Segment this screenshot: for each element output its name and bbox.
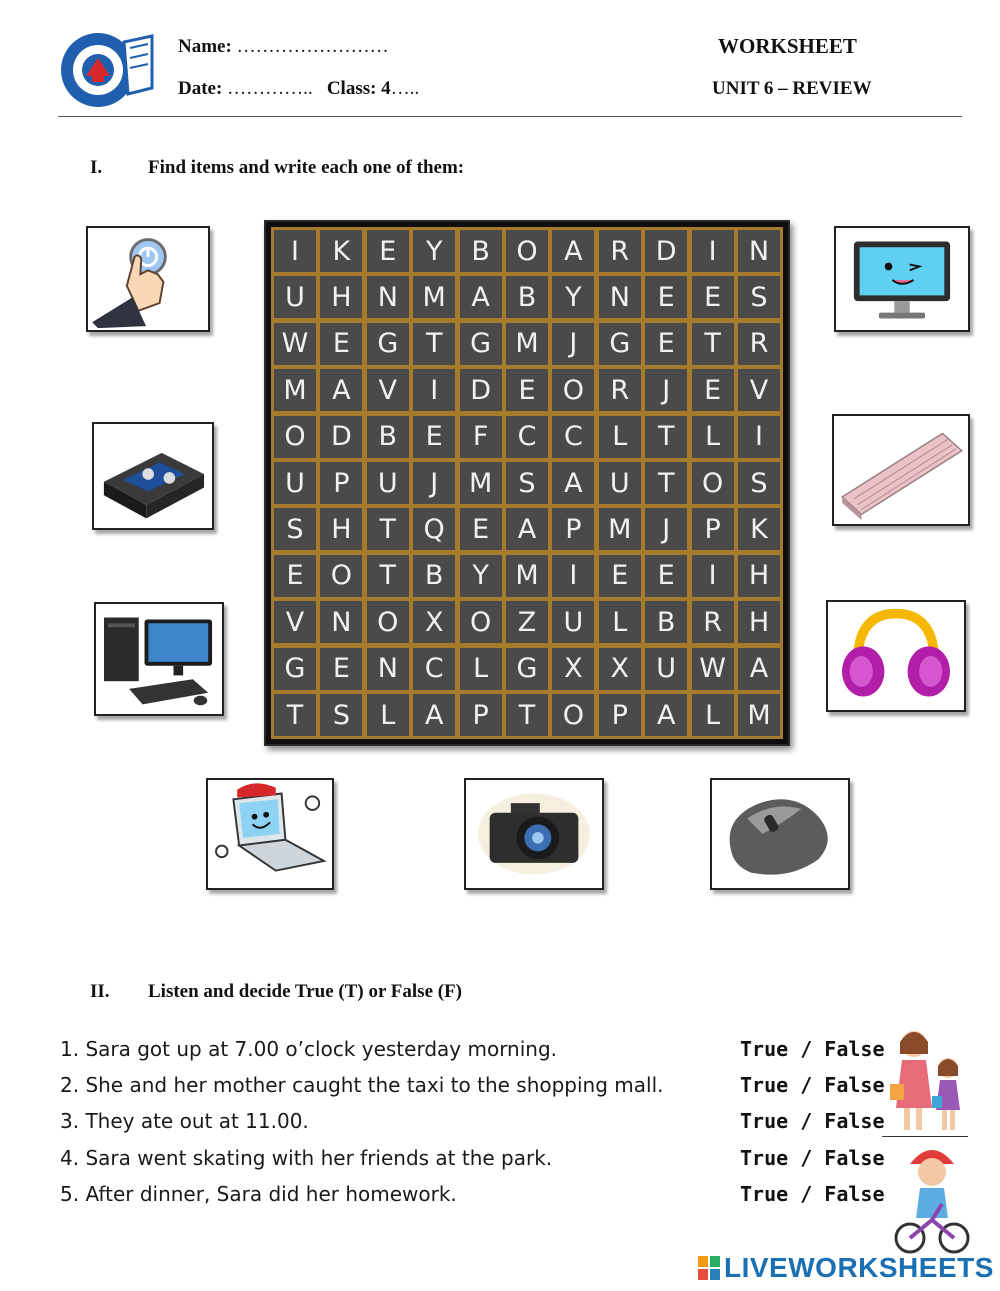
puzzle-letter-cell[interactable]: A — [506, 508, 548, 550]
puzzle-letter-cell[interactable]: I — [552, 555, 594, 597]
puzzle-letter-cell[interactable]: I — [692, 230, 734, 272]
puzzle-letter-cell[interactable]: R — [599, 369, 641, 411]
puzzle-letter-cell[interactable]: O — [367, 601, 409, 643]
puzzle-letter-cell[interactable]: M — [738, 694, 780, 736]
statement-5: 5. After dinner, Sara did her homework. — [60, 1182, 457, 1206]
puzzle-letter-cell[interactable]: M — [506, 323, 548, 365]
puzzle-letter-cell[interactable]: C — [552, 416, 594, 458]
puzzle-letter-cell[interactable]: Y — [552, 276, 594, 318]
puzzle-letter-cell[interactable]: O — [460, 601, 502, 643]
puzzle-letter-cell[interactable]: N — [599, 276, 641, 318]
puzzle-letter-cell[interactable]: K — [738, 508, 780, 550]
statement-1: 1. Sara got up at 7.00 o’clock yesterday morning. — [60, 1037, 558, 1061]
puzzle-letter-cell[interactable]: E — [320, 648, 362, 690]
puzzle-letter-cell[interactable]: V — [367, 369, 409, 411]
puzzle-letter-cell[interactable]: Q — [413, 508, 455, 550]
puzzle-letter-cell[interactable]: N — [738, 230, 780, 272]
section-1-heading: I. Find items and write each one of them: — [90, 157, 465, 178]
puzzle-letter-cell[interactable]: E — [460, 508, 502, 550]
puzzle-letter-cell[interactable]: H — [320, 508, 362, 550]
puzzle-letter-cell[interactable]: E — [599, 555, 641, 597]
puzzle-letter-cell[interactable]: B — [506, 276, 548, 318]
puzzle-letter-cell[interactable]: S — [738, 462, 780, 504]
keyboard-picture — [832, 414, 970, 526]
name-line: Name: …………………… — [178, 36, 389, 57]
liveworksheets-brand: LIVEWORKSHEETS — [724, 1252, 994, 1283]
puzzle-letter-cell[interactable]: M — [599, 508, 641, 550]
puzzle-letter-cell[interactable]: R — [738, 323, 780, 365]
puzzle-letter-cell[interactable]: P — [552, 508, 594, 550]
puzzle-letter-cell[interactable]: M — [460, 462, 502, 504]
puzzle-letter-cell[interactable]: M — [274, 369, 316, 411]
puzzle-letter-cell[interactable]: B — [460, 230, 502, 272]
puzzle-letter-cell[interactable]: E — [367, 230, 409, 272]
unit-subtitle: UNIT 6 – REVIEW — [712, 78, 872, 99]
puzzle-letter-cell[interactable]: G — [599, 323, 641, 365]
puzzle-letter-cell[interactable]: J — [645, 369, 687, 411]
puzzle-letter-cell[interactable]: C — [413, 648, 455, 690]
statement-2: 2. She and her mother caught the taxi to the shopping mall. — [60, 1073, 664, 1097]
puzzle-letter-cell[interactable]: M — [413, 276, 455, 318]
puzzle-letter-cell[interactable]: J — [645, 508, 687, 550]
puzzle-letter-cell[interactable]: S — [738, 276, 780, 318]
puzzle-letter-cell[interactable]: E — [506, 369, 548, 411]
puzzle-letter-cell[interactable]: M — [506, 555, 548, 597]
statement-3: 3. They ate out at 11.00. — [60, 1109, 309, 1133]
puzzle-letter-cell[interactable]: U — [645, 648, 687, 690]
puzzle-letter-cell[interactable]: V — [738, 369, 780, 411]
puzzle-letter-cell[interactable]: P — [320, 462, 362, 504]
puzzle-letter-cell[interactable]: I — [413, 369, 455, 411]
puzzle-letter-cell[interactable]: B — [645, 601, 687, 643]
puzzle-letter-cell[interactable]: T — [367, 555, 409, 597]
monitor-picture — [834, 226, 970, 332]
headphones-picture — [826, 600, 966, 712]
puzzle-letter-cell[interactable]: O — [506, 230, 548, 272]
true-false-choice-5[interactable]: True / False — [740, 1182, 885, 1206]
puzzle-letter-cell[interactable]: O — [552, 694, 594, 736]
liveworksheets-logo-icon — [698, 1256, 720, 1280]
puzzle-letter-cell[interactable]: R — [599, 230, 641, 272]
puzzle-letter-cell[interactable]: V — [274, 601, 316, 643]
school-logo — [58, 30, 156, 110]
puzzle-letter-cell[interactable]: X — [599, 648, 641, 690]
worksheet-title: WORKSHEET — [718, 34, 857, 58]
puzzle-letter-cell[interactable]: S — [506, 462, 548, 504]
puzzle-letter-cell[interactable]: O — [692, 462, 734, 504]
desktop-computer-picture — [94, 602, 224, 716]
puzzle-letter-cell[interactable]: P — [460, 694, 502, 736]
puzzle-letter-cell[interactable]: E — [645, 555, 687, 597]
puzzle-letter-cell[interactable]: P — [599, 694, 641, 736]
puzzle-letter-cell[interactable]: A — [645, 694, 687, 736]
puzzle-letter-cell[interactable]: O — [320, 555, 362, 597]
puzzle-letter-cell[interactable]: W — [274, 323, 316, 365]
true-false-choice-3[interactable]: True / False — [740, 1109, 885, 1133]
puzzle-letter-cell[interactable]: L — [692, 416, 734, 458]
girl-cycling-illustration — [888, 1140, 972, 1258]
answer-underline — [882, 1136, 968, 1137]
puzzle-letter-cell[interactable]: J — [413, 462, 455, 504]
puzzle-letter-cell[interactable]: H — [738, 601, 780, 643]
puzzle-letter-cell[interactable]: N — [367, 276, 409, 318]
puzzle-letter-cell[interactable]: L — [367, 694, 409, 736]
puzzle-letter-cell[interactable]: O — [274, 416, 316, 458]
puzzle-letter-cell[interactable]: T — [692, 323, 734, 365]
mouse-picture — [710, 778, 850, 890]
puzzle-letter-cell[interactable]: N — [367, 648, 409, 690]
videotape-picture — [92, 422, 214, 530]
puzzle-letter-cell[interactable]: Y — [460, 555, 502, 597]
puzzle-letter-cell[interactable]: T — [367, 508, 409, 550]
puzzle-letter-cell[interactable]: X — [552, 648, 594, 690]
puzzle-letter-cell[interactable]: A — [320, 369, 362, 411]
puzzle-letter-cell[interactable]: E — [692, 276, 734, 318]
header-divider — [58, 116, 962, 117]
puzzle-letter-cell[interactable]: E — [692, 369, 734, 411]
puzzle-letter-cell[interactable]: W — [692, 648, 734, 690]
puzzle-letter-cell[interactable]: E — [320, 323, 362, 365]
true-false-choice-1[interactable]: True / False — [740, 1037, 885, 1061]
puzzle-letter-cell[interactable]: E — [274, 555, 316, 597]
puzzle-letter-cell[interactable]: A — [413, 694, 455, 736]
puzzle-letter-cell[interactable]: B — [367, 416, 409, 458]
puzzle-letter-cell[interactable]: F — [460, 416, 502, 458]
puzzle-letter-cell[interactable]: G — [460, 323, 502, 365]
camera-picture — [464, 778, 604, 890]
puzzle-letter-cell[interactable]: G — [367, 323, 409, 365]
puzzle-letter-cell[interactable]: I — [692, 555, 734, 597]
puzzle-letter-cell[interactable]: L — [599, 416, 641, 458]
puzzle-letter-cell[interactable]: Y — [413, 230, 455, 272]
puzzle-letter-cell[interactable]: X — [413, 601, 455, 643]
puzzle-letter-cell[interactable]: G — [274, 648, 316, 690]
puzzle-letter-cell[interactable]: U — [274, 462, 316, 504]
puzzle-letter-cell[interactable]: L — [599, 601, 641, 643]
puzzle-letter-cell[interactable]: S — [320, 694, 362, 736]
puzzle-letter-cell[interactable]: T — [645, 462, 687, 504]
puzzle-letter-cell[interactable]: Z — [506, 601, 548, 643]
puzzle-letter-cell[interactable]: L — [692, 694, 734, 736]
puzzle-letter-cell[interactable]: T — [506, 694, 548, 736]
puzzle-letter-cell[interactable]: J — [552, 323, 594, 365]
puzzle-letter-cell[interactable]: G — [506, 648, 548, 690]
puzzle-letter-cell[interactable]: U — [367, 462, 409, 504]
puzzle-letter-cell[interactable]: T — [274, 694, 316, 736]
puzzle-letter-cell[interactable]: I — [274, 230, 316, 272]
true-false-choice-2[interactable]: True / False — [740, 1073, 885, 1097]
puzzle-letter-cell[interactable]: U — [274, 276, 316, 318]
puzzle-letter-cell[interactable]: A — [552, 230, 594, 272]
puzzle-letter-cell[interactable]: S — [274, 508, 316, 550]
puzzle-letter-cell[interactable]: N — [320, 601, 362, 643]
puzzle-letter-cell[interactable]: B — [413, 555, 455, 597]
puzzle-letter-cell[interactable]: K — [320, 230, 362, 272]
puzzle-letter-cell[interactable]: D — [645, 230, 687, 272]
puzzle-letter-cell[interactable]: E — [645, 276, 687, 318]
puzzle-letter-cell[interactable]: I — [738, 416, 780, 458]
word-search-grid — [264, 220, 790, 746]
puzzle-letter-cell[interactable]: A — [460, 276, 502, 318]
puzzle-letter-cell[interactable]: R — [692, 601, 734, 643]
puzzle-letter-cell[interactable]: T — [645, 416, 687, 458]
puzzle-letter-cell[interactable]: A — [552, 462, 594, 504]
true-false-choice-4[interactable]: True / False — [740, 1146, 885, 1170]
puzzle-letter-cell[interactable]: T — [413, 323, 455, 365]
statement-4: 4. Sara went skating with her friends at the park. — [60, 1146, 553, 1170]
puzzle-letter-cell[interactable]: O — [552, 369, 594, 411]
puzzle-letter-cell[interactable]: U — [552, 601, 594, 643]
puzzle-letter-cell[interactable]: A — [738, 648, 780, 690]
puzzle-letter-cell[interactable]: L — [460, 648, 502, 690]
puzzle-letter-cell[interactable]: D — [460, 369, 502, 411]
puzzle-letter-cell[interactable]: U — [599, 462, 641, 504]
mother-daughter-shopping-illustration — [884, 1024, 974, 1136]
puzzle-letter-cell[interactable]: E — [413, 416, 455, 458]
laptop-picture — [206, 778, 334, 890]
date-class-line: Date: ………….. Class: 4….. — [178, 78, 420, 99]
puzzle-letter-cell[interactable]: H — [738, 555, 780, 597]
puzzle-letter-cell[interactable]: D — [320, 416, 362, 458]
puzzle-letter-cell[interactable]: P — [692, 508, 734, 550]
puzzle-letter-cell[interactable]: E — [645, 323, 687, 365]
section-2-heading: II. Listen and decide True (T) or False (F) — [90, 981, 463, 1002]
power-button-picture — [86, 226, 210, 332]
puzzle-letter-cell[interactable]: H — [320, 276, 362, 318]
puzzle-letter-cell[interactable]: C — [506, 416, 548, 458]
